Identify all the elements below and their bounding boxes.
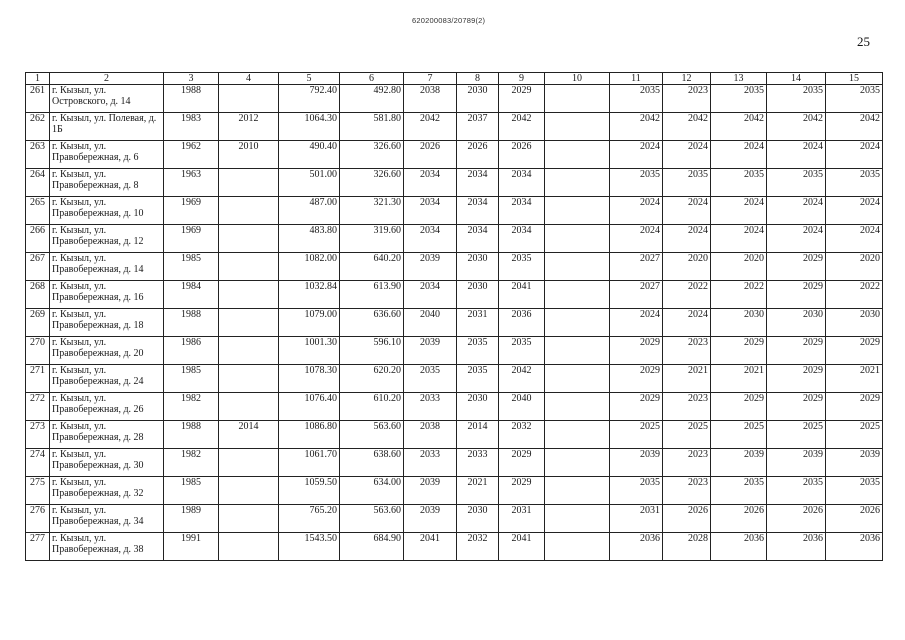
year-col-11: 2035 [610,85,663,113]
col-10 [545,113,610,141]
living-area: 634.00 [340,477,404,505]
total-area: 1079.00 [279,309,340,337]
total-area: 765.20 [279,505,340,533]
build-year: 1984 [164,281,219,309]
year-col-15: 2035 [826,169,883,197]
col-10 [545,449,610,477]
year-col-9: 2042 [499,113,545,141]
year-col-15: 2026 [826,505,883,533]
table-row [26,85,883,113]
build-year: 1986 [164,337,219,365]
year-col-7: 2035 [404,365,457,393]
build-year: 1985 [164,477,219,505]
year-col-8: 2026 [457,141,499,169]
year-col-13: 2024 [711,141,767,169]
address: г. Кызыл, ул. Правобережная, д. 34 [50,505,164,533]
address: г. Кызыл, ул. Правобережная, д. 26 [50,393,164,421]
year-col-14: 2029 [767,393,826,421]
address: г. Кызыл, ул. Правобережная, д. 32 [50,477,164,505]
table-row [26,533,883,561]
col-10 [545,197,610,225]
renovation-year [219,253,279,281]
living-area: 610.20 [340,393,404,421]
year-col-14: 2035 [767,477,826,505]
year-col-11: 2029 [610,393,663,421]
address: г. Кызыл, ул. Полевая, д. 1Б [50,113,164,141]
build-year: 1962 [164,141,219,169]
living-area: 326.60 [340,141,404,169]
year-col-14: 2029 [767,365,826,393]
year-col-14: 2024 [767,141,826,169]
year-col-14: 2029 [767,337,826,365]
col-10 [545,505,610,533]
renovation-year [219,477,279,505]
renovation-year [219,337,279,365]
year-col-15: 2039 [826,449,883,477]
year-col-7: 2041 [404,533,457,561]
living-area: 684.90 [340,533,404,561]
living-area: 596.10 [340,337,404,365]
col-10 [545,365,610,393]
build-year: 1988 [164,421,219,449]
year-col-7: 2038 [404,85,457,113]
year-col-11: 2024 [610,197,663,225]
total-area: 1032.84 [279,281,340,309]
year-col-12: 2023 [663,337,711,365]
col-10 [545,225,610,253]
address: г. Кызыл, ул. Правобережная, д. 38 [50,533,164,561]
col-10 [545,309,610,337]
year-col-7: 2039 [404,505,457,533]
build-year: 1982 [164,449,219,477]
column-header-10: 10 [545,73,610,85]
row-number: 273 [26,421,50,449]
year-col-13: 2024 [711,225,767,253]
column-header-7: 7 [404,73,457,85]
year-col-9: 2026 [499,141,545,169]
year-col-11: 2024 [610,141,663,169]
build-year: 1969 [164,225,219,253]
row-number: 266 [26,225,50,253]
year-col-15: 2024 [826,197,883,225]
year-col-12: 2023 [663,393,711,421]
year-col-7: 2034 [404,169,457,197]
column-header-15: 15 [826,73,883,85]
year-col-13: 2042 [711,113,767,141]
row-number: 264 [26,169,50,197]
total-area: 1082.00 [279,253,340,281]
col-10 [545,477,610,505]
year-col-7: 2039 [404,337,457,365]
build-year: 1989 [164,505,219,533]
housing-table [25,72,883,561]
living-area: 613.90 [340,281,404,309]
column-header-1: 1 [26,73,50,85]
year-col-8: 2014 [457,421,499,449]
table-row [26,225,883,253]
total-area: 1543.50 [279,533,340,561]
column-header-9: 9 [499,73,545,85]
renovation-year [219,169,279,197]
build-year: 1988 [164,85,219,113]
table-row [26,113,883,141]
build-year: 1991 [164,533,219,561]
year-col-13: 2025 [711,421,767,449]
year-col-11: 2024 [610,225,663,253]
year-col-8: 2034 [457,225,499,253]
address: г. Кызыл, ул. Правобережная, д. 16 [50,281,164,309]
living-area: 620.20 [340,365,404,393]
year-col-14: 2029 [767,253,826,281]
year-col-13: 2024 [711,197,767,225]
address: г. Кызыл, ул. Правобережная, д. 10 [50,197,164,225]
year-col-9: 2031 [499,505,545,533]
year-col-13: 2026 [711,505,767,533]
year-col-11: 2036 [610,533,663,561]
year-col-12: 2022 [663,281,711,309]
year-col-12: 2024 [663,309,711,337]
page-number: 25 [857,34,870,49]
year-col-9: 2034 [499,169,545,197]
year-col-8: 2032 [457,533,499,561]
total-area: 1064.30 [279,113,340,141]
year-col-13: 2035 [711,85,767,113]
column-header-8: 8 [457,73,499,85]
col-10 [545,533,610,561]
address: г. Кызыл, ул. Правобережная, д. 8 [50,169,164,197]
row-number: 265 [26,197,50,225]
year-col-12: 2035 [663,169,711,197]
year-col-12: 2021 [663,365,711,393]
col-10 [545,281,610,309]
year-col-9: 2035 [499,253,545,281]
build-year: 1985 [164,253,219,281]
total-area: 1001.30 [279,337,340,365]
address: г. Кызыл, ул. Правобережная, д. 6 [50,141,164,169]
table-row [26,253,883,281]
year-col-15: 2036 [826,533,883,561]
col-10 [545,393,610,421]
table-row [26,169,883,197]
year-col-14: 2039 [767,449,826,477]
col-10 [545,253,610,281]
year-col-14: 2029 [767,281,826,309]
year-col-8: 2030 [457,85,499,113]
row-number: 274 [26,449,50,477]
year-col-13: 2039 [711,449,767,477]
year-col-13: 2022 [711,281,767,309]
year-col-15: 2029 [826,337,883,365]
year-col-13: 2029 [711,337,767,365]
year-col-14: 2024 [767,225,826,253]
build-year: 1983 [164,113,219,141]
column-header-11: 11 [610,73,663,85]
column-header-12: 12 [663,73,711,85]
row-number: 276 [26,505,50,533]
living-area: 321.30 [340,197,404,225]
total-area: 1059.50 [279,477,340,505]
row-number: 275 [26,477,50,505]
year-col-11: 2039 [610,449,663,477]
year-col-11: 2035 [610,477,663,505]
year-col-15: 2021 [826,365,883,393]
renovation-year [219,309,279,337]
year-col-9: 2029 [499,85,545,113]
living-area: 638.60 [340,449,404,477]
year-col-15: 2042 [826,113,883,141]
year-col-8: 2031 [457,309,499,337]
row-number: 270 [26,337,50,365]
renovation-year: 2010 [219,141,279,169]
year-col-14: 2036 [767,533,826,561]
year-col-7: 2033 [404,393,457,421]
address: г. Кызыл, ул. Правобережная, д. 18 [50,309,164,337]
address: г. Кызыл, ул. Правобережная, д. 12 [50,225,164,253]
total-area: 501.00 [279,169,340,197]
renovation-year [219,365,279,393]
year-col-11: 2024 [610,309,663,337]
year-col-8: 2030 [457,505,499,533]
renovation-year [219,393,279,421]
year-col-7: 2039 [404,253,457,281]
address: г. Кызыл, ул. Правобережная, д. 14 [50,253,164,281]
year-col-11: 2027 [610,281,663,309]
renovation-year [219,85,279,113]
year-col-8: 2021 [457,477,499,505]
year-col-11: 2042 [610,113,663,141]
year-col-14: 2030 [767,309,826,337]
address: г. Кызыл, ул. Правобережная, д. 28 [50,421,164,449]
year-col-15: 2020 [826,253,883,281]
year-col-12: 2042 [663,113,711,141]
address: г. Кызыл, ул. Островского, д. 14 [50,85,164,113]
year-col-7: 2034 [404,281,457,309]
living-area: 563.60 [340,421,404,449]
address: г. Кызыл, ул. Правобережная, д. 30 [50,449,164,477]
renovation-year [219,505,279,533]
year-col-13: 2029 [711,393,767,421]
year-col-9: 2034 [499,225,545,253]
year-col-12: 2024 [663,225,711,253]
table-row [26,281,883,309]
col-10 [545,141,610,169]
year-col-8: 2034 [457,169,499,197]
year-col-11: 2029 [610,337,663,365]
renovation-year [219,533,279,561]
col-10 [545,421,610,449]
year-col-11: 2031 [610,505,663,533]
year-col-9: 2041 [499,533,545,561]
total-area: 1076.40 [279,393,340,421]
year-col-12: 2024 [663,141,711,169]
year-col-9: 2029 [499,477,545,505]
year-col-12: 2024 [663,197,711,225]
total-area: 1061.70 [279,449,340,477]
row-number: 272 [26,393,50,421]
build-year: 1985 [164,365,219,393]
renovation-year: 2012 [219,113,279,141]
year-col-9: 2035 [499,337,545,365]
year-col-7: 2039 [404,477,457,505]
renovation-year [219,449,279,477]
renovation-year [219,225,279,253]
year-col-15: 2035 [826,85,883,113]
row-number: 261 [26,85,50,113]
renovation-year [219,281,279,309]
column-header-6: 6 [340,73,404,85]
year-col-7: 2042 [404,113,457,141]
year-col-11: 2029 [610,365,663,393]
year-col-7: 2034 [404,225,457,253]
year-col-14: 2025 [767,421,826,449]
row-number: 268 [26,281,50,309]
row-number: 267 [26,253,50,281]
year-col-15: 2029 [826,393,883,421]
table-row [26,477,883,505]
year-col-15: 2025 [826,421,883,449]
year-col-12: 2023 [663,85,711,113]
year-col-7: 2038 [404,421,457,449]
total-area: 483.80 [279,225,340,253]
year-col-15: 2024 [826,141,883,169]
year-col-15: 2024 [826,225,883,253]
year-col-13: 2036 [711,533,767,561]
year-col-12: 2028 [663,533,711,561]
year-col-8: 2035 [457,337,499,365]
year-col-11: 2025 [610,421,663,449]
year-col-8: 2033 [457,449,499,477]
build-year: 1988 [164,309,219,337]
year-col-7: 2040 [404,309,457,337]
year-col-9: 2029 [499,449,545,477]
year-col-12: 2020 [663,253,711,281]
table-row [26,141,883,169]
year-col-7: 2026 [404,141,457,169]
row-number: 262 [26,113,50,141]
year-col-14: 2042 [767,113,826,141]
year-col-8: 2030 [457,281,499,309]
column-header-2: 2 [50,73,164,85]
header-row [26,73,883,85]
year-col-8: 2037 [457,113,499,141]
living-area: 640.20 [340,253,404,281]
year-col-11: 2035 [610,169,663,197]
year-col-13: 2035 [711,169,767,197]
table-row [26,393,883,421]
table-body [26,85,883,561]
year-col-13: 2035 [711,477,767,505]
table-row [26,197,883,225]
col-10 [545,85,610,113]
table-row [26,365,883,393]
row-number: 263 [26,141,50,169]
build-year: 1969 [164,197,219,225]
year-col-9: 2034 [499,197,545,225]
table-row [26,505,883,533]
col-10 [545,337,610,365]
year-col-9: 2036 [499,309,545,337]
document-id: 620200083/20789(2) [412,16,486,25]
year-col-15: 2035 [826,477,883,505]
year-col-7: 2033 [404,449,457,477]
table-row [26,449,883,477]
year-col-15: 2022 [826,281,883,309]
living-area: 319.60 [340,225,404,253]
column-header-3: 3 [164,73,219,85]
total-area: 490.40 [279,141,340,169]
renovation-year: 2014 [219,421,279,449]
year-col-12: 2023 [663,449,711,477]
living-area: 563.60 [340,505,404,533]
living-area: 636.60 [340,309,404,337]
address: г. Кызыл, ул. Правобережная, д. 20 [50,337,164,365]
column-header-13: 13 [711,73,767,85]
year-col-9: 2040 [499,393,545,421]
living-area: 326.60 [340,169,404,197]
col-10 [545,169,610,197]
total-area: 1086.80 [279,421,340,449]
renovation-year [219,197,279,225]
year-col-7: 2034 [404,197,457,225]
year-col-15: 2030 [826,309,883,337]
build-year: 1982 [164,393,219,421]
year-col-8: 2030 [457,393,499,421]
year-col-9: 2032 [499,421,545,449]
row-number: 269 [26,309,50,337]
year-col-13: 2030 [711,309,767,337]
year-col-14: 2024 [767,197,826,225]
year-col-12: 2023 [663,477,711,505]
row-number: 271 [26,365,50,393]
total-area: 487.00 [279,197,340,225]
living-area: 581.80 [340,113,404,141]
column-header-5: 5 [279,73,340,85]
table-row [26,337,883,365]
year-col-9: 2041 [499,281,545,309]
column-header-4: 4 [219,73,279,85]
year-col-13: 2021 [711,365,767,393]
table-row [26,309,883,337]
year-col-11: 2027 [610,253,663,281]
year-col-8: 2030 [457,253,499,281]
year-col-9: 2042 [499,365,545,393]
address: г. Кызыл, ул. Правобережная, д. 24 [50,365,164,393]
column-header-14: 14 [767,73,826,85]
living-area: 492.80 [340,85,404,113]
year-col-8: 2035 [457,365,499,393]
year-col-8: 2034 [457,197,499,225]
build-year: 1963 [164,169,219,197]
total-area: 1078.30 [279,365,340,393]
year-col-14: 2035 [767,85,826,113]
row-number: 277 [26,533,50,561]
year-col-14: 2026 [767,505,826,533]
total-area: 792.40 [279,85,340,113]
year-col-12: 2025 [663,421,711,449]
year-col-12: 2026 [663,505,711,533]
table-row [26,421,883,449]
year-col-13: 2020 [711,253,767,281]
year-col-14: 2035 [767,169,826,197]
